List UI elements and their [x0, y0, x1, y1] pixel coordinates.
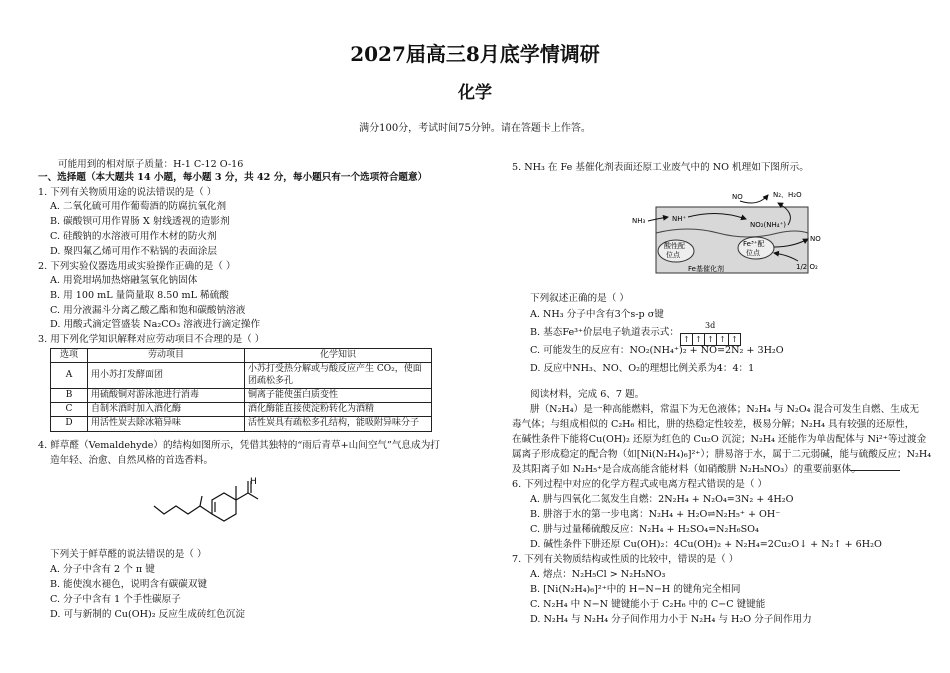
- nh3-plus-label: NH⁺: [672, 215, 687, 223]
- q2-option-c: C. 用分液漏斗分离乙酸乙酯和饱和碳酸钠溶液: [50, 305, 246, 316]
- structure-h-label: H: [250, 477, 257, 487]
- q6-stem: 6. 下列过程中对应的化学方程式或电离方程式错误的是（ ）: [512, 479, 768, 490]
- reading-line: 毒气体；与组成相似的 C₂H₆ 相比，肼的热稳定性较差，极易分解；N₂H₄ 具有较强的还原性，: [512, 419, 915, 430]
- catalyst-label: Fe基催化剂: [688, 265, 724, 273]
- q1-option-b: B. 碳酸钡可用作胃肠 X 射线透视的造影剂: [50, 216, 230, 227]
- q3-cell: B: [51, 388, 88, 402]
- q3-cell: 用硫酸铜对游泳池进行消毒: [88, 388, 245, 402]
- q3-header-knowledge: 化学知识: [245, 349, 432, 363]
- q2-option-b: B. 用 100 mL 量筒量取 8.50 mL 稀硫酸: [50, 290, 229, 301]
- q3-header-task: 劳动项目: [88, 349, 245, 363]
- acid-site-label-2: 位点: [666, 251, 680, 259]
- table-row: [51, 417, 432, 431]
- orbital-box: ↑: [692, 333, 705, 346]
- paper-subject: 化学: [458, 83, 492, 103]
- reading-underline: [850, 470, 900, 471]
- q3-table: [50, 348, 432, 432]
- q3-cell: 活性炭具有疏松多孔结构，能吸附异味分子: [245, 417, 432, 431]
- no-right-label: NO: [810, 235, 821, 243]
- no-top-label: NO: [732, 193, 743, 201]
- orbital-3d-label: 3d: [705, 321, 716, 330]
- q7-option-d: D. N₂H₄ 与 N₂H₄ 分子间作用力小于 N₂H₄ 与 H₂O 分子间作用力: [530, 614, 812, 625]
- reading-line: 在碱性条件下能将Cu(OH)₂ 还原为红色的 Cu₂O 沉淀；N₂H₄ 还能作为单齿配体与 Ni²⁺等过渡金: [512, 434, 927, 445]
- q4-option-d: D. 可与新制的 Cu(OH)₂ 反应生成砖红色沉淀: [50, 609, 245, 620]
- q4-question: 下列关于鲜草醛的说法错误的是（ ）: [50, 549, 207, 560]
- q5-mechanism-diagram: [628, 185, 828, 285]
- q1-option-a: A. 二氧化硫可用作葡萄酒的防腐抗氧化剂: [50, 201, 227, 212]
- q3-cell: D: [51, 417, 88, 431]
- fe-site-label-2: 位点: [746, 249, 760, 257]
- q6-option-d: D. 碱性条件下肼还原 Cu(OH)₂：4Cu(OH)₂ + N₂H₄=2Cu₂O↓ + N₂↑ + 6H₂O: [530, 539, 882, 550]
- q2-stem: 2. 下列实验仪器选用或实验操作正确的是（ ）: [38, 261, 236, 272]
- q5-option-c: C. 可能发生的反应有：NO₂(NH₄⁺)₂ + NO=2N₂ + 3H₂O: [530, 345, 784, 356]
- orbital-box: ↑: [716, 333, 729, 346]
- q3-stem: 3. 用下列化学知识解释对应劳动项目不合理的是（ ）: [38, 334, 265, 345]
- orbital-box: ↑: [728, 333, 741, 346]
- q4-stem-line1: 4. 鲜草醛（Vemaldehyde）的结构如图所示，凭借其独特的“雨后青草+山间空气”气息成为打: [38, 440, 440, 451]
- q5-option-a: A. NH₃ 分子中含有3个s-p σ键: [530, 309, 664, 320]
- q5-stem: 5. NH₃ 在 Fe 基催化剂表面还原工业废气中的 NO 机理如下图所示。: [512, 162, 809, 173]
- reading-intro: 阅读材料，完成 6、7 题。: [530, 389, 645, 400]
- q4-option-c: C. 分子中含有 1 个手性碳原子: [50, 594, 181, 605]
- acid-site-label-1: 酸性配: [664, 242, 685, 250]
- q3-cell: 铜离子能使蛋白质变性: [245, 388, 432, 402]
- reading-line: 属离子形成稳定的配合物（如[Ni(N₂H₄)₆]²⁺）；肼易溶于水，属于二元弱碱，能与硫酸反应；N₂H₄: [512, 449, 932, 460]
- no2nh4-label: NO₂(NH₄⁺): [750, 221, 787, 229]
- o2-half-label: 1/2 O₂: [796, 263, 818, 271]
- q4-option-b: B. 能使溴水褪色，说明含有碳碳双键: [50, 579, 208, 590]
- table-row: [51, 388, 432, 402]
- q6-option-b: B. 肼溶于水的第一步电离：N₂H₄ + H₂O⇌N₂H₅⁺ + OH⁻: [530, 509, 781, 520]
- q7-option-b: B. [Ni(N₂H₄)₆]²⁺中的 H−N−H 的键角完全相同: [530, 584, 741, 595]
- section-heading: 一、选择题（本大题共 14 小题，每小题 3 分，共 42 分，每小题只有一个选项符合题意）: [38, 172, 428, 183]
- reading-line: 肼（N₂H₄）是一种高能燃料，常温下为无色液体；N₂H₄ 与 N₂O₄ 混合可发生自燃、生成无: [530, 404, 920, 415]
- q3-cell: 小苏打受热分解或与酸反应产生 CO₂，使面团疏松多孔: [245, 363, 432, 389]
- paper-title: 2027届高三8月底学情调研: [350, 42, 600, 66]
- q3-cell: C: [51, 403, 88, 417]
- fe-site-label-1: Fe³⁺配: [743, 240, 765, 248]
- q6-option-c: C. 肼与过量稀硫酸反应：N₂H₄ + H₂SO₄=N₂H₆SO₄: [530, 524, 759, 535]
- atomic-masses: 可能用到的相对原子质量：H-1 C-12 O-16: [58, 159, 244, 170]
- q4-option-a: A. 分子中含有 2 个 π 键: [50, 564, 155, 575]
- orbital-box: ↑: [704, 333, 717, 346]
- q3-cell: 自制米酒时加入酒化酶: [88, 403, 245, 417]
- q5-question: 下列叙述正确的是（ ）: [530, 293, 629, 304]
- q2-option-d: D. 用酸式滴定管盛装 Na₂CO₃ 溶液进行滴定操作: [50, 319, 261, 330]
- q7-option-c: C. N₂H₄ 中 N−N 键键能小于 C₂H₆ 中的 C−C 键键能: [530, 599, 766, 610]
- paper-note: 满分100分，考试时间75分钟。请在答题卡上作答。: [359, 123, 591, 134]
- q3-cell: 酒化酶能直接使淀粉转化为酒精: [245, 403, 432, 417]
- q1-stem: 1. 下列有关物质用途的说法错误的是（ ）: [38, 187, 217, 198]
- q7-option-a: A. 熔点：N₂H₅Cl > N₂H₅NO₃: [530, 569, 666, 580]
- nh3-label: NH₃: [632, 217, 646, 225]
- orbital-box: ↑: [680, 333, 693, 346]
- table-row: [51, 363, 432, 389]
- q5-option-b: B. 基态Fe³⁺价层电子轨道表示式：: [530, 327, 679, 338]
- q6-option-a: A. 肼与四氧化二氮发生自燃：2N₂H₄ + N₂O₄=3N₂ + 4H₂O: [530, 494, 794, 505]
- vernaldehyde-structure: [150, 476, 290, 536]
- q5-option-d: D. 反应中NH₃、NO、O₂的理想比例关系为4：4：1: [530, 363, 755, 374]
- q3-cell: 用活性炭去除冰箱异味: [88, 417, 245, 431]
- q1-option-d: D. 聚四氟乙烯可用作不粘锅的表面涂层: [50, 246, 217, 257]
- q3-header-option: 选项: [51, 349, 88, 363]
- q2-option-a: A. 用瓷坩埚加热熔融氢氧化钠固体: [50, 275, 198, 286]
- n2-h2o-label: N₂、H₂O: [773, 191, 802, 199]
- q4-stem-line2: 造年轻、治愈、自然风格的首选香料。: [50, 455, 214, 466]
- q3-cell: 用小苏打发酵面团: [88, 363, 245, 389]
- q1-option-c: C. 硅酸钠的水溶液可用作木材的防火剂: [50, 231, 217, 242]
- orbital-diagram: [680, 327, 740, 346]
- reading-line: 及其阳离子如 N₂H₅⁺是合成高能含能材料（如硝酸肼 N₂H₅NO₃）的重要前驱体。: [512, 464, 861, 475]
- table-row: [51, 403, 432, 417]
- q7-stem: 7. 下列有关物质结构或性质的比较中，错误的是（ ）: [512, 554, 739, 565]
- q3-cell: A: [51, 363, 88, 389]
